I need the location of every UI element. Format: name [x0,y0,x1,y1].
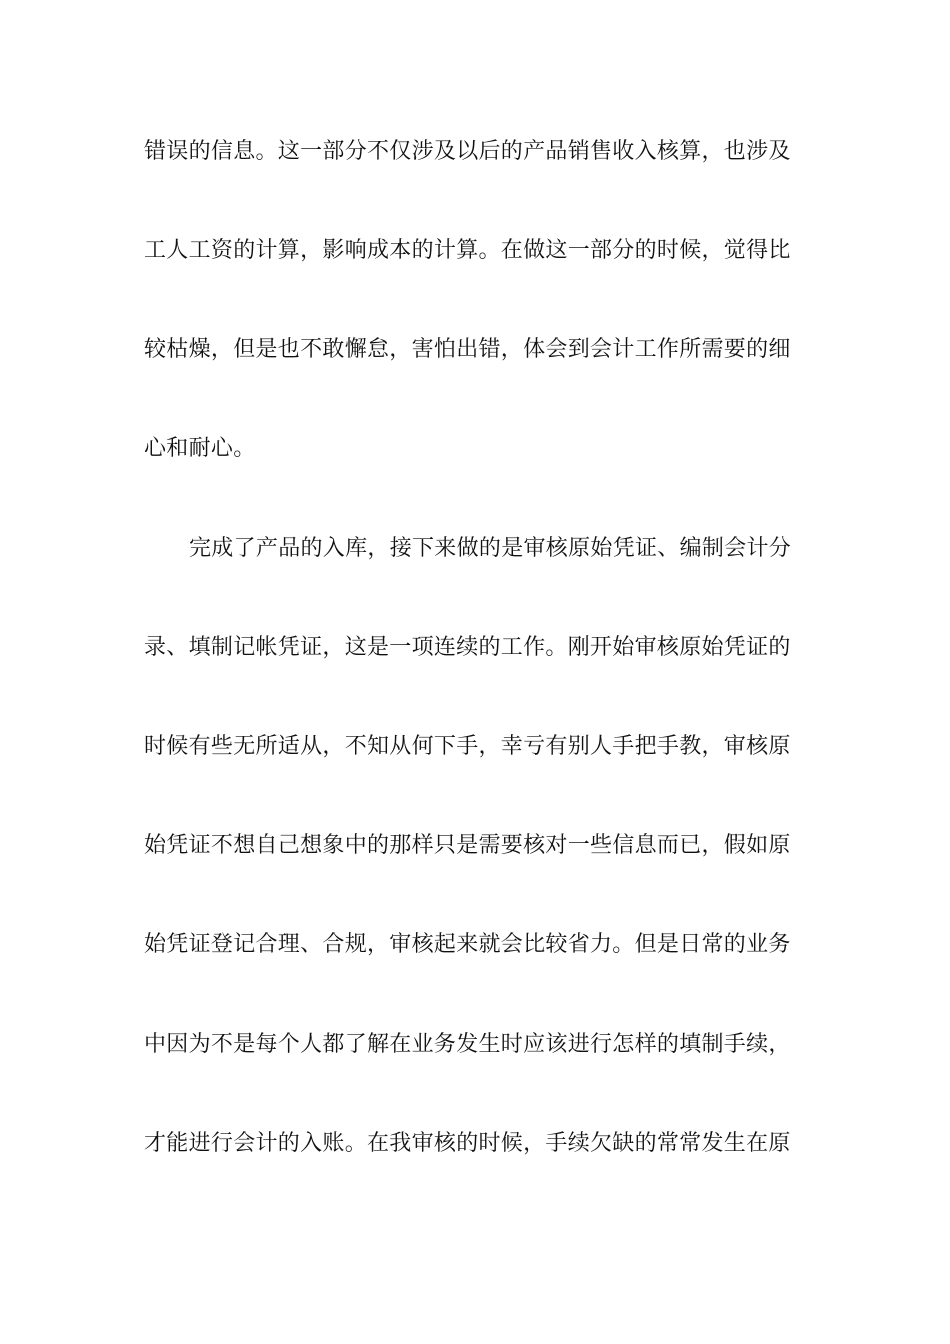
text-line: 心和耐心。 [144,436,256,461]
text-line: 录、填制记帐凭证，这是一项连续的工作。刚开始审核原始凭证的 [144,635,791,660]
text-line: 始凭证登记合理、合规，审核起来就会比较省力。但是日常的业务 [144,932,791,957]
text-line: 始凭证不想自己想象中的那样只是需要核对一些信息而已，假如原 [144,833,791,858]
paragraph-first-line: 完成了产品的入库，接下来做的是审核原始凭证、编制会计分 [189,536,792,561]
text-line: 错误的信息。这一部分不仅涉及以后的产品销售收入核算，也涉及 [144,139,791,164]
text-line: 时候有些无所适从，不知从何下手，幸亏有别人手把手教，审核原 [144,734,791,759]
text-line: 较枯燥，但是也不敢懈怠，害怕出错，体会到会计工作所需要的细 [144,337,791,362]
text-line: 才能进行会计的入账。在我审核的时候，手续欠缺的常常发生在原 [144,1131,791,1156]
text-line: 中因为不是每个人都了解在业务发生时应该进行怎样的填制手续， [144,1032,791,1057]
text-line: 工人工资的计算，影响成本的计算。在做这一部分的时候，觉得比 [144,238,791,263]
